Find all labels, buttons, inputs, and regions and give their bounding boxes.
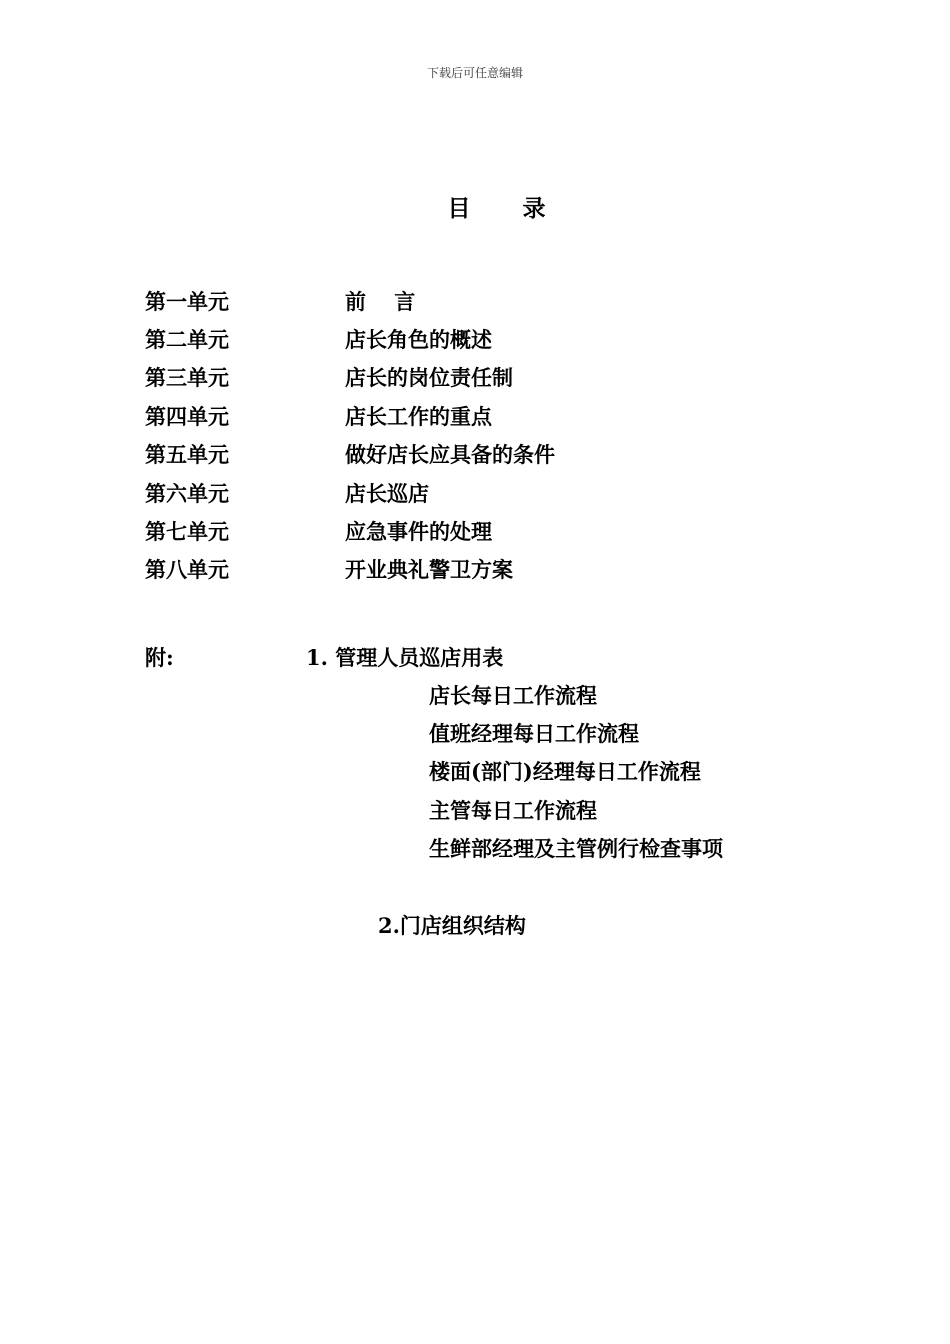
toc-unit-label: 第三单元 — [145, 365, 229, 390]
appendix-sub-item: 值班经理每日工作流程 — [429, 721, 639, 746]
toc-topic-label: 店长的岗位责任制 — [345, 365, 513, 390]
toc-unit-label: 第五单元 — [145, 442, 229, 467]
toc-unit-label: 第四单元 — [145, 404, 229, 429]
appendix-item-2: 2.门店组织结构 — [378, 913, 526, 938]
toc-unit-label: 第七单元 — [145, 519, 229, 544]
appendix-sub-item: 店长每日工作流程 — [429, 683, 597, 708]
appendix-sub-item: 主管每日工作流程 — [429, 798, 597, 823]
toc-topic-label: 前 言 — [345, 289, 416, 314]
toc-topic-label: 做好店长应具备的条件 — [345, 442, 555, 467]
page-title: 目 录 — [447, 195, 548, 222]
toc-topic-label: 应急事件的处理 — [345, 519, 492, 544]
appendix-label: 附: — [145, 645, 174, 670]
toc-topic-label: 店长巡店 — [345, 481, 429, 506]
toc-topic-label: 开业典礼警卫方案 — [345, 557, 513, 582]
appendix-sub-item: 楼面(部门)经理每日工作流程 — [429, 759, 701, 784]
header-note: 下载后可任意编辑 — [426, 66, 523, 80]
toc-unit-label: 第二单元 — [145, 327, 229, 352]
appendix-sub-item: 生鲜部经理及主管例行检查事项 — [429, 836, 723, 861]
toc-topic-label: 店长角色的概述 — [345, 327, 492, 352]
toc-unit-label: 第八单元 — [145, 557, 229, 582]
toc-unit-label: 第六单元 — [145, 481, 229, 506]
toc-unit-label: 第一单元 — [145, 289, 229, 314]
appendix-item-1: 1. 管理人员巡店用表 — [306, 645, 504, 670]
toc-topic-label: 店长工作的重点 — [345, 404, 492, 429]
